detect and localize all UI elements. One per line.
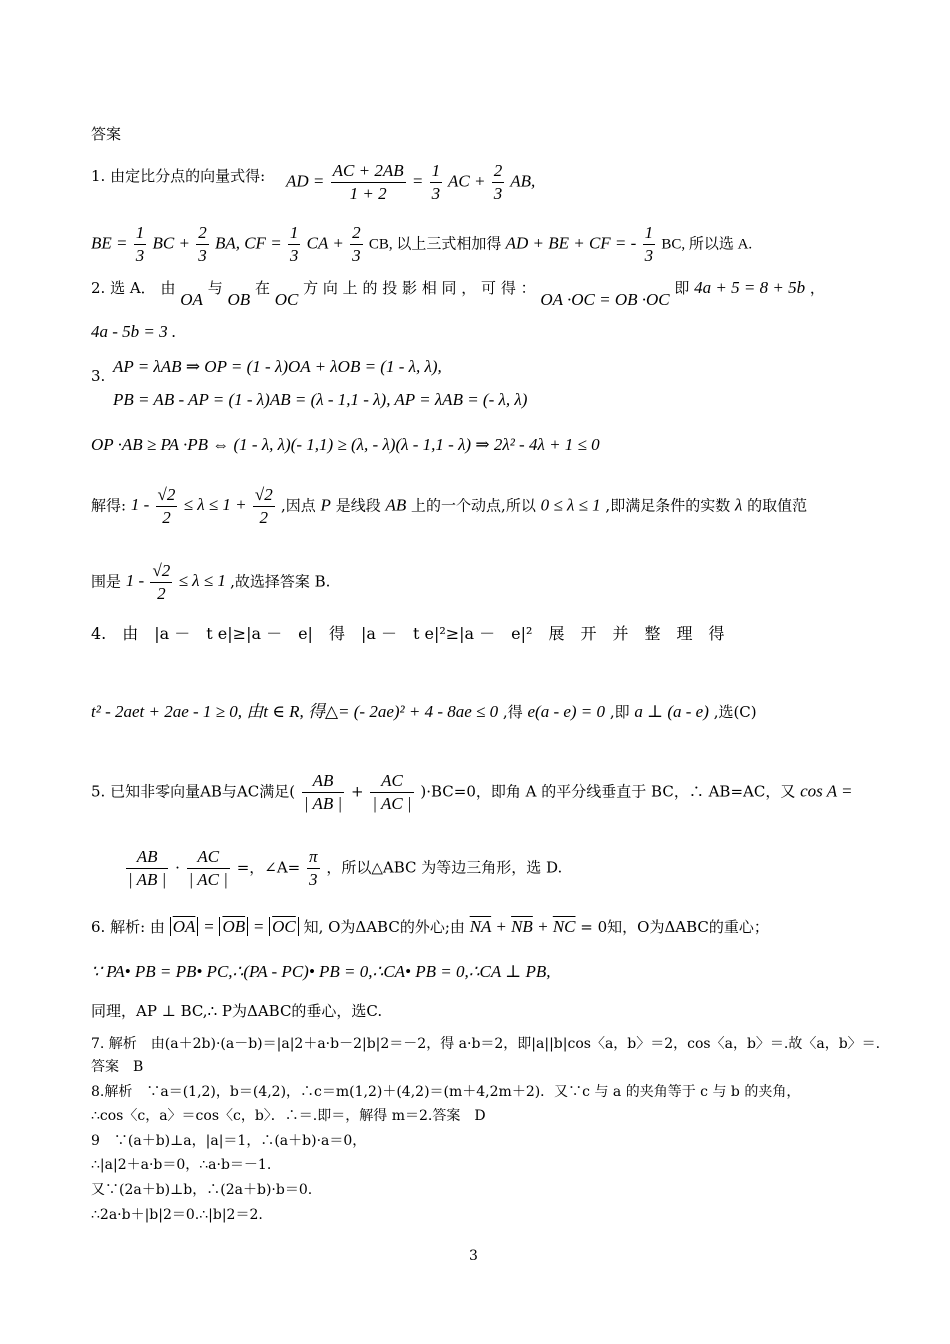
q3-line-1: AP = λAB ⇒ OP = (1 - λ)OA + λOB = (1 - λ, λ), xyxy=(113,357,442,376)
q3-lead: 3. xyxy=(91,367,106,385)
q7-line-2: 答案 B xyxy=(91,1059,144,1075)
q2-line-1: 2. 选 A． 由 OA 与 OB 在 OC 方 向 上 的 投 影 相 同 ， 可 得 ： OA ·OC = OB ·OC 即 4a + 5 = 8 + 5b ， xyxy=(91,278,825,309)
q2-line-2: 4a - 5b = 3 . xyxy=(91,322,177,341)
q8-line-1: 8.解析 ∵a＝(1,2)，b＝(4,2)，∴c＝m(1,2)＋(4,2)＝(m＋4,2m＋2)．又∵c 与 a 的夹角等于 c 与 b 的夹角， xyxy=(91,1084,801,1100)
q5-line-1: 5. 已知非零向量AB与AC满足( $\frac{AB}{| AB |}$ + $\frac{AC}{| AC |}$ )·BC=0，即角 A 的平分线垂直于 BC，∴ AB=AC，又 cos A = xyxy=(91,771,853,813)
q7-line-1: 7. 解析 由(a＋2b)·(a－b)＝|a|2＋a·b－2|b|2＝－2，得 a·b＝2，即|a||b|cos〈a，b〉＝2，cos〈a，b〉＝.故〈a，b〉＝. xyxy=(91,1036,881,1052)
q9-line-2: ∴|a|2＋a·b＝0，∴a·b＝－1. xyxy=(91,1157,272,1173)
q9-line-1: 9 ∵(a＋b)⊥a，|a|＝1，∴(a＋b)·a＝0， xyxy=(91,1133,367,1149)
q4-line-2: t² - 2aet + 2ae - 1 ≥ 0, 由t ∈ R, 得△= (- 2ae)² + 4 - 8ae ≤ 0 ,得 e(a - e) = 0 ,即 a ⊥ (a - e) ,选(C) xyxy=(91,702,757,721)
q3-line-2: PB = AB - AP = (1 - λ)AB = (λ - 1,1 - λ), AP = λAB = (- λ, λ) xyxy=(113,390,528,409)
q9-line-4: ∴2a·b＋|b|2＝0.∴|b|2＝2. xyxy=(91,1207,263,1223)
q1-lead: 1. 由定比分点的向量式得: xyxy=(91,167,266,185)
page-number: 3 xyxy=(469,1248,478,1264)
q1-equation-2: BE = $\frac{1}{3}$ BC + $\frac{2}{3}$ BA, CF = $\frac{1}{3}$ CA + $\frac{2}{3}$ CB, 以上三式相加得 AD + BE + CF = - $\frac{1}{3}$ BC, 所以选 A. xyxy=(91,223,753,265)
q6-line-2: ∵ PA• PB = PB• PC,∴(PA - PC)• PB = 0,∴CA• PB = 0,∴CA ⊥ PB, xyxy=(91,962,551,981)
q6-line-1: 6. 解析: 由 $\overline{OA} = \overline{OB} = \overline{OC}$ 知, O为ΔABC的外心;由 $\overline{NA} + \overline{NB} + \overline{NC} = 0$知，O为ΔABC的重心； xyxy=(91,917,769,936)
q3-line-5: 围是 1 - $\frac{√2}{2}$ ≤ λ ≤ 1 ,故选择答案 B. xyxy=(91,561,331,603)
q3-line-4: 解得: 1 - $\frac{√2}{2}$ ≤ λ ≤ 1 + $\frac{√2}{2}$ ,因点 P 是线段 AB 上的一个动点,所以 0 ≤ λ ≤ 1 ,即满足条件的实数 λ 的取值范 xyxy=(91,485,808,527)
q5-line-2: $\frac{AB}{| AB |}$ · $\frac{AC}{| AC |}$ =，∠A= $\frac{\pi}{3}$ ，所以△ABC 为等边三角形，选 D. xyxy=(128,847,563,889)
q6-line-3: 同理，AP ⊥ BC,∴ P为ΔABC的垂心，选C. xyxy=(91,1002,383,1020)
q1-equation-1: AD = $\frac{AC + 2AB}{1 + 2}$ = $\frac{1}{3}$ AC + $\frac{2}{3}$ AB, xyxy=(286,161,536,203)
answer-heading: 答案 xyxy=(91,125,122,143)
q9-line-3: 又∵(2a＋b)⊥b，∴(2a＋b)·b＝0. xyxy=(91,1182,313,1198)
q4-line-1: 4. 由 |a － t e|≥|a － e| 得 |a － t e|²≥|a － e|² 展 开 并 整 理 得 xyxy=(91,624,725,643)
q8-line-2: ∴cos〈c，a〉＝cos〈c，b〉．∴＝.即＝，解得 m＝2.答案 D xyxy=(91,1108,486,1124)
q3-line-3: OP ·AB ≥ PA ·PB ⇔ (1 - λ, λ)(- 1,1) ≥ (λ, - λ)(λ - 1,1 - λ) ⇒ 2λ² - 4λ + 1 ≤ 0 xyxy=(91,435,600,454)
